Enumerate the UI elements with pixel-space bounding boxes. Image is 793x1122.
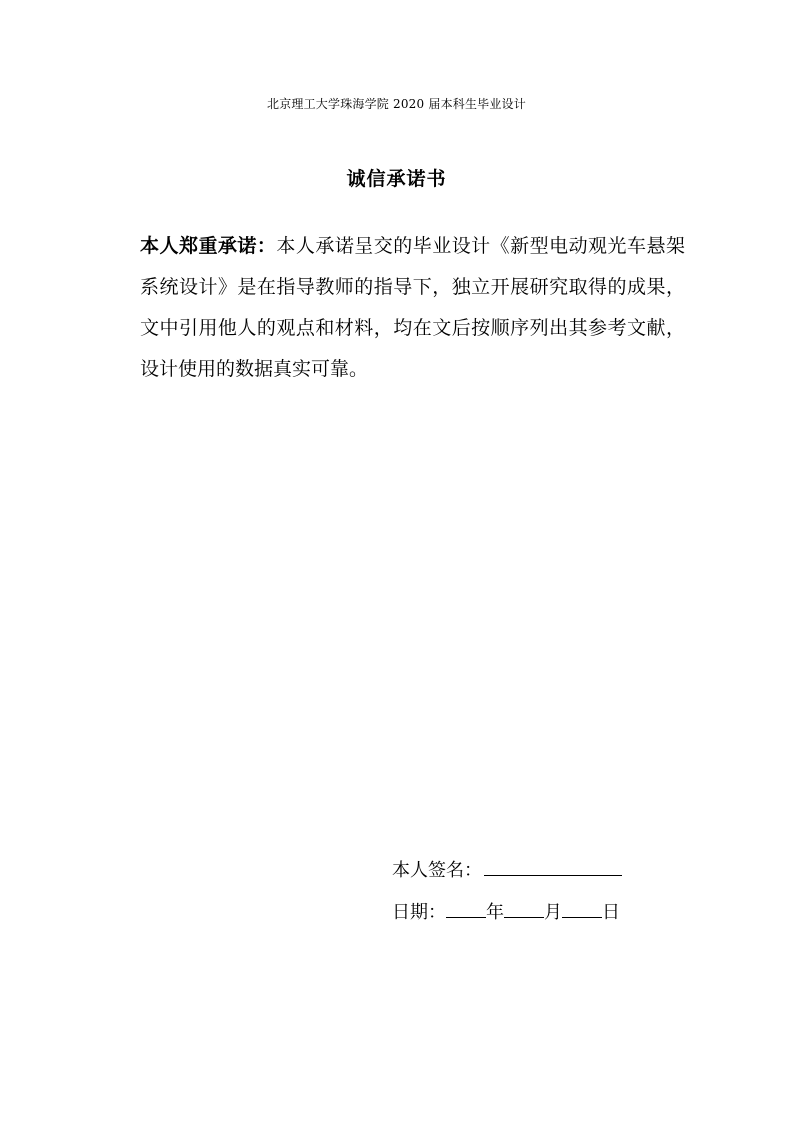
month-blank — [504, 895, 544, 918]
document-title: 诚信承诺书 — [346, 168, 447, 190]
signer-label: 本人签名： — [392, 860, 482, 881]
year-blank — [446, 895, 486, 918]
day-blank — [562, 895, 602, 918]
pledge-body: 本人承诺呈交的毕业设计《新型电动观光车悬架系统设计》是在指导教师的指导下，独立开展研究取得的成果，文中引用他人的观点和材料，均在文后按顺序列出其参考文献，设计使用的数据真实可靠。 — [140, 235, 685, 380]
running-header: 北京理工大学珠海学院 2020 届本科生毕业设计 — [267, 97, 526, 111]
signature-blank — [484, 853, 622, 876]
pledge-lead: 本人郑重承诺： — [140, 235, 277, 257]
date-line — [392, 895, 652, 929]
date-label: 日期： — [392, 902, 446, 923]
day-label: 日 — [602, 902, 620, 923]
signature-line — [392, 853, 652, 887]
pledge-paragraph — [140, 226, 685, 390]
signature-block — [392, 853, 652, 937]
month-label: 月 — [544, 902, 562, 923]
year-label: 年 — [486, 902, 504, 923]
